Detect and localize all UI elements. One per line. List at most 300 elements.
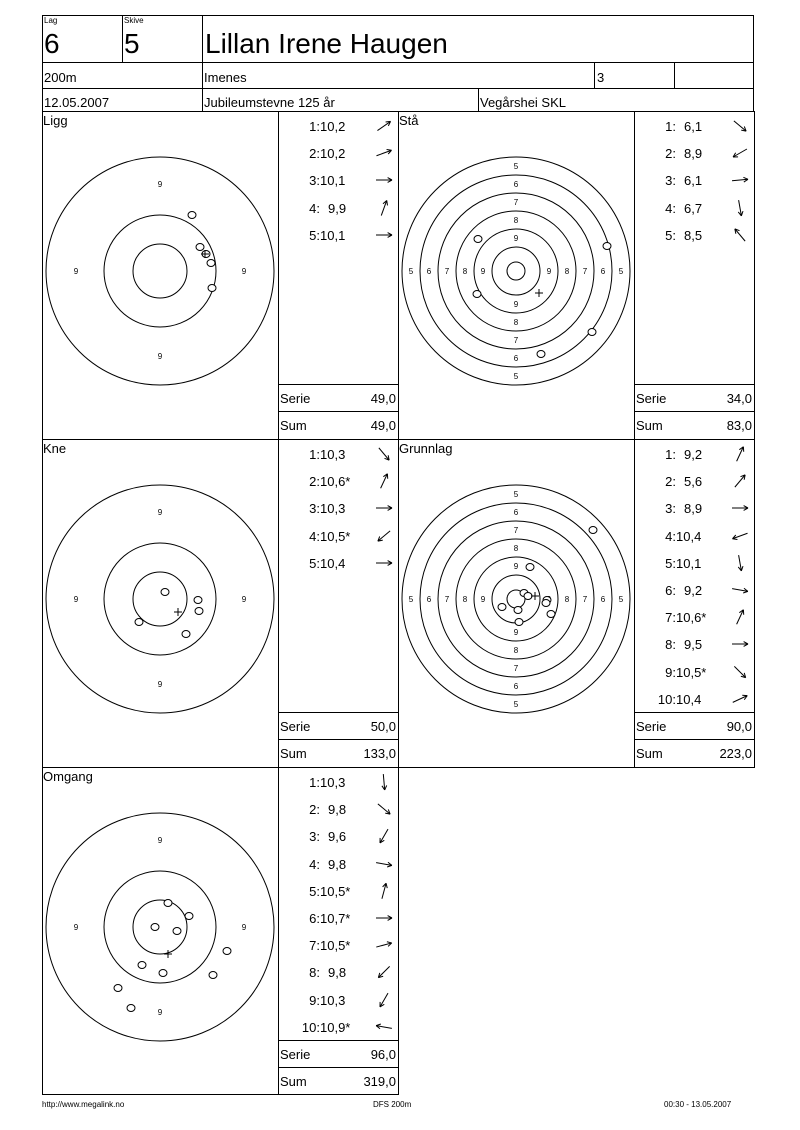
- shot-hole: [173, 928, 181, 935]
- divider: [278, 111, 279, 1095]
- target-ring: [492, 575, 540, 623]
- ring-label: 7: [444, 595, 450, 604]
- direction-arrow-icon: [373, 527, 395, 545]
- serie-value: 50,0: [370, 719, 396, 734]
- direction-arrow-icon: [373, 171, 395, 189]
- shot-number: 3:: [309, 173, 320, 189]
- target-ring: [133, 572, 187, 626]
- shot-hole: [196, 244, 204, 251]
- sum-value: 83,0: [726, 418, 752, 433]
- shot-row: [286, 965, 364, 980]
- shot-value: 6,7: [684, 200, 703, 216]
- ring-label: 8: [462, 595, 468, 604]
- direction-arrow-icon: [729, 144, 751, 162]
- target-ring: [402, 157, 630, 385]
- shot-row: [642, 447, 720, 462]
- shot-value: 10,4: [320, 555, 346, 571]
- direction-arrow-icon: [729, 527, 751, 545]
- shot-value: 10,5*: [676, 664, 707, 680]
- divider: [278, 384, 398, 385]
- shooter-name: Lillan Irene Haugen: [205, 28, 448, 59]
- shot-number: 4:: [665, 200, 676, 216]
- shot-value: 9,8: [328, 802, 347, 818]
- shot-row: [642, 637, 720, 652]
- ring-label: 9: [241, 595, 247, 604]
- shot-row: [286, 938, 356, 953]
- target-ring: [492, 247, 540, 295]
- shot-value: 9,5: [684, 637, 703, 653]
- sum-label: Sum: [280, 1074, 307, 1089]
- shot-row: [286, 884, 356, 899]
- shot-number: 4:: [309, 200, 320, 216]
- footer-timestamp: 00:30 - 13.05.2007: [664, 1100, 732, 1109]
- mean-point-cross: [174, 608, 182, 616]
- target-ring: [104, 215, 216, 327]
- shot-hole: [135, 619, 143, 626]
- shot-number: 1:: [665, 119, 676, 134]
- shot-hole: [537, 351, 545, 358]
- direction-arrow-icon: [373, 882, 395, 900]
- ring-label: 6: [513, 682, 519, 691]
- shot-hole: [474, 236, 482, 243]
- shot-number: 1:: [309, 447, 320, 462]
- ring-label: 8: [564, 267, 570, 276]
- shot-row: [286, 146, 356, 161]
- shot-number: 2:: [309, 474, 320, 490]
- divider: [634, 739, 754, 740]
- serie-value: 90,0: [726, 719, 752, 734]
- mean-point-cross: [531, 592, 539, 600]
- target-center: [507, 262, 525, 280]
- ring-label: 8: [513, 216, 519, 225]
- direction-arrow-icon: [729, 554, 751, 572]
- shot-value: 10,5*: [320, 883, 351, 899]
- target-diagram: [398, 439, 634, 765]
- shot-number: 2:: [665, 146, 676, 162]
- shot-hole: [138, 962, 146, 969]
- divider: [634, 712, 754, 713]
- shot-value: 10,6*: [676, 610, 707, 626]
- shot-row: [286, 173, 356, 188]
- target-ring: [402, 485, 630, 713]
- target-ring: [46, 485, 274, 713]
- direction-arrow-icon: [373, 827, 395, 845]
- target-ring: [133, 900, 187, 954]
- date: 12.05.2007: [44, 95, 110, 110]
- host-club: Vegårshei SKL: [480, 95, 567, 110]
- skive-value: 5: [124, 28, 140, 59]
- shot-row: [286, 119, 356, 134]
- serie-value: 34,0: [726, 391, 752, 406]
- serie-value: 49,0: [370, 391, 396, 406]
- ring-label: 7: [513, 336, 519, 345]
- ring-label: 9: [546, 267, 552, 276]
- shot-number: 2:: [309, 802, 320, 818]
- ring-label: 6: [513, 508, 519, 517]
- shot-row: [286, 556, 356, 571]
- direction-arrow-icon: [373, 144, 395, 162]
- shot-number: 5:: [309, 883, 320, 899]
- divider: [594, 62, 595, 88]
- ring-label: 9: [513, 562, 519, 571]
- divider: [398, 767, 755, 768]
- ring-label: 8: [513, 318, 519, 327]
- shot-value: 8,9: [684, 501, 703, 517]
- direction-arrow-icon: [373, 499, 395, 517]
- shot-row: [286, 802, 364, 817]
- sum-label: Sum: [280, 746, 307, 761]
- shot-row: [642, 583, 720, 598]
- divider: [634, 384, 754, 385]
- shot-number: 1:: [665, 447, 676, 462]
- sum-value: 49,0: [370, 418, 396, 433]
- ring-label: 6: [426, 267, 432, 276]
- sum-label: Sum: [636, 746, 663, 761]
- divider: [42, 62, 754, 63]
- shot-number: 3:: [665, 501, 676, 517]
- ring-label: 5: [513, 162, 519, 171]
- sum-label: Sum: [636, 418, 663, 433]
- shot-hole: [161, 589, 169, 596]
- shot-hole: [514, 607, 522, 614]
- shot-hole: [589, 527, 597, 534]
- shot-value: 10,2: [320, 119, 346, 134]
- lag-value: 6: [44, 28, 60, 59]
- target-ring: [46, 813, 274, 1041]
- divider: [674, 62, 675, 88]
- shot-value: 10,5*: [320, 938, 351, 954]
- shot-number: 4:: [309, 528, 320, 544]
- direction-arrow-icon: [373, 963, 395, 981]
- shot-hole: [209, 972, 217, 979]
- direction-arrow-icon: [729, 199, 751, 217]
- shot-value: 9,6: [328, 829, 347, 845]
- ring-label: 5: [618, 267, 624, 276]
- shot-value: 9,2: [684, 447, 703, 462]
- shot-number: 8:: [665, 637, 676, 653]
- shot-hole: [524, 593, 532, 600]
- shot-hole: [194, 597, 202, 604]
- direction-arrow-icon: [373, 909, 395, 927]
- ring-label: 5: [408, 595, 414, 604]
- direction-arrow-icon: [373, 936, 395, 954]
- shot-number: 3:: [309, 829, 320, 845]
- target-ring: [46, 157, 274, 385]
- shot-number: 5:: [309, 227, 320, 243]
- direction-arrow-icon: [729, 635, 751, 653]
- shot-hole: [207, 260, 215, 267]
- ring-label: 9: [157, 680, 163, 689]
- shot-number: 7:: [665, 610, 676, 626]
- divider: [122, 15, 123, 62]
- shot-hole: [188, 212, 196, 219]
- direction-arrow-icon: [729, 581, 751, 599]
- serie-label: Serie: [636, 391, 667, 406]
- ring-label: 8: [513, 544, 519, 553]
- shot-number: 5:: [665, 555, 676, 571]
- serie-label: Serie: [280, 719, 311, 734]
- shot-row: [286, 228, 356, 243]
- ring-label: 9: [241, 267, 247, 276]
- target-diagram: [42, 767, 278, 1093]
- shot-value: 9,2: [684, 583, 703, 598]
- shot-row: [642, 119, 720, 134]
- shot-hole: [542, 600, 550, 607]
- sum-label: Sum: [280, 418, 307, 433]
- ring-label: 9: [157, 1008, 163, 1017]
- shot-number: 9:: [665, 664, 676, 680]
- direction-arrow-icon: [729, 171, 751, 189]
- shot-hole: [515, 619, 523, 626]
- ring-label: 5: [513, 372, 519, 381]
- direction-arrow-icon: [729, 445, 751, 463]
- shot-value: 10,3: [320, 775, 346, 790]
- footer-url[interactable]: http://www.megalink.no: [42, 1100, 125, 1109]
- lag-label: Lag: [44, 16, 58, 25]
- shot-number: 3:: [665, 173, 676, 189]
- ring-label: 9: [241, 923, 247, 932]
- shot-hole: [526, 564, 534, 571]
- shot-number: 1:: [309, 775, 320, 790]
- ring-label: 9: [157, 352, 163, 361]
- direction-arrow-icon: [729, 663, 751, 681]
- shot-hole: [195, 608, 203, 615]
- ring-label: 9: [157, 180, 163, 189]
- target-ring: [104, 871, 216, 983]
- shot-row: [286, 857, 364, 872]
- ring-label: 7: [513, 526, 519, 535]
- shot-value: 10,5*: [320, 528, 351, 544]
- serie-label: Serie: [636, 719, 667, 734]
- sum-value: 319,0: [363, 1074, 396, 1089]
- shot-row: [642, 501, 720, 516]
- series-title: Kne: [43, 441, 67, 456]
- series-title: Stå: [399, 113, 419, 128]
- ring-label: 5: [408, 267, 414, 276]
- shot-row: [286, 1020, 356, 1035]
- series-title: Grunnlag: [399, 441, 453, 456]
- shot-value: 10,7*: [320, 911, 351, 926]
- shot-hole: [151, 924, 159, 931]
- shot-value: 6,1: [684, 119, 703, 134]
- divider: [202, 15, 203, 112]
- divider: [278, 712, 398, 713]
- shot-value: 8,5: [684, 227, 703, 243]
- ring-label: 6: [513, 180, 519, 189]
- ring-label: 9: [513, 234, 519, 243]
- shot-row: [642, 146, 720, 161]
- ring-label: 6: [600, 267, 606, 276]
- shot-number: 10:: [657, 691, 676, 707]
- shot-row: [286, 529, 356, 544]
- direction-arrow-icon: [729, 499, 751, 517]
- shot-row: [642, 201, 720, 216]
- shot-value: 10,3: [320, 992, 346, 1008]
- divider: [42, 1094, 399, 1095]
- shot-number: 4:: [309, 856, 320, 872]
- target-diagram: [42, 111, 278, 437]
- shot-value: 5,6: [684, 474, 703, 490]
- shot-hole: [473, 291, 481, 298]
- divider: [278, 1040, 398, 1041]
- shot-row: [642, 529, 712, 544]
- serie-value: 96,0: [370, 1047, 396, 1062]
- direction-arrow-icon: [373, 199, 395, 217]
- shot-row: [286, 474, 356, 489]
- divider: [278, 1067, 398, 1068]
- ring-label: 8: [462, 267, 468, 276]
- direction-arrow-icon: [373, 855, 395, 873]
- direction-arrow-icon: [373, 800, 395, 818]
- shot-row: [642, 610, 712, 625]
- ring-label: 6: [600, 595, 606, 604]
- ring-label: 5: [513, 700, 519, 709]
- ring-label: 8: [564, 595, 570, 604]
- divider: [478, 88, 479, 112]
- direction-arrow-icon: [373, 117, 395, 135]
- shot-value: 10,2: [320, 146, 346, 162]
- skive-label: Skive: [124, 16, 144, 25]
- shot-value: 10,1: [320, 173, 346, 189]
- divider: [278, 739, 398, 740]
- ring-label: 9: [480, 267, 486, 276]
- ring-label: 7: [513, 664, 519, 673]
- direction-arrow-icon: [373, 445, 395, 463]
- ring-label: 5: [618, 595, 624, 604]
- shot-row: [642, 665, 712, 680]
- ring-label: 7: [582, 267, 588, 276]
- shot-number: 2:: [309, 146, 320, 162]
- shot-value: 9,9: [328, 200, 347, 216]
- direction-arrow-icon: [373, 226, 395, 244]
- shot-hole: [223, 948, 231, 955]
- shot-number: 2:: [665, 474, 676, 490]
- shot-value: 9,8: [328, 965, 347, 981]
- shot-number: 5:: [665, 227, 676, 243]
- shot-row: [642, 228, 720, 243]
- direction-arrow-icon: [729, 117, 751, 135]
- shot-row: [286, 447, 356, 462]
- shot-row: [642, 173, 720, 188]
- ring-label: 9: [513, 300, 519, 309]
- ring-label: 7: [444, 267, 450, 276]
- sum-value: 223,0: [719, 746, 752, 761]
- shot-value: 10,1: [320, 227, 346, 243]
- direction-arrow-icon: [729, 608, 751, 626]
- shot-hole: [547, 611, 555, 618]
- ring-label: 6: [513, 354, 519, 363]
- shot-value: 10,4: [676, 528, 702, 544]
- shot-row: [286, 829, 364, 844]
- divider: [634, 411, 754, 412]
- shot-value: 10,3: [320, 501, 346, 517]
- ring-label: 9: [73, 595, 79, 604]
- ring-label: 7: [582, 595, 588, 604]
- ring-label: 9: [73, 923, 79, 932]
- shot-number: 1:: [309, 119, 320, 134]
- shot-value: 10,4: [676, 691, 702, 707]
- class: 3: [597, 70, 605, 85]
- shot-row: [286, 993, 356, 1008]
- shot-hole: [114, 985, 122, 992]
- distance: 200m: [44, 70, 77, 85]
- shot-value: 10,3: [320, 447, 346, 462]
- target-diagram: [42, 439, 278, 765]
- series-title: Omgang: [43, 769, 93, 784]
- direction-arrow-icon: [373, 773, 395, 791]
- ring-label: 9: [73, 267, 79, 276]
- ring-label: 6: [426, 595, 432, 604]
- shot-hole: [603, 243, 611, 250]
- shot-hole: [182, 631, 190, 638]
- shot-number: 6:: [309, 911, 320, 926]
- shot-hole: [588, 329, 596, 336]
- direction-arrow-icon: [373, 554, 395, 572]
- divider: [634, 111, 635, 768]
- sum-value: 133,0: [363, 746, 396, 761]
- shot-number: 10:: [301, 1019, 320, 1035]
- shot-hole: [208, 285, 216, 292]
- shot-value: 9,8: [328, 856, 347, 872]
- shot-row: [286, 201, 364, 216]
- shot-value: 10,1: [676, 555, 702, 571]
- shot-hole: [498, 604, 506, 611]
- direction-arrow-icon: [729, 226, 751, 244]
- direction-arrow-icon: [729, 690, 751, 708]
- ring-label: 5: [513, 490, 519, 499]
- direction-arrow-icon: [373, 991, 395, 1009]
- ring-label: 9: [480, 595, 486, 604]
- shot-hole: [164, 900, 172, 907]
- serie-label: Serie: [280, 1047, 311, 1062]
- shot-value: 10,9*: [320, 1019, 351, 1035]
- shot-number: 3:: [309, 501, 320, 517]
- shot-row: [286, 501, 356, 516]
- shot-number: 6:: [665, 583, 676, 598]
- direction-arrow-icon: [373, 472, 395, 490]
- event-name: Jubileumstevne 125 år: [204, 95, 335, 110]
- ring-label: 8: [513, 646, 519, 655]
- shot-row: [286, 911, 356, 926]
- divider: [42, 88, 754, 89]
- ring-label: 7: [513, 198, 519, 207]
- shot-row: [286, 775, 356, 790]
- shot-value: 10,6*: [320, 474, 351, 490]
- divider: [278, 411, 398, 412]
- shot-value: 6,1: [684, 173, 703, 189]
- shot-row: [642, 474, 720, 489]
- shot-number: 9:: [309, 992, 320, 1008]
- club: Imenes: [204, 70, 247, 85]
- footer-program: DFS 200m: [373, 1100, 412, 1109]
- direction-arrow-icon: [373, 1018, 395, 1036]
- target-diagram: [398, 111, 634, 437]
- ring-label: 9: [157, 836, 163, 845]
- shot-hole: [127, 1005, 135, 1012]
- shot-value: 8,9: [684, 146, 703, 162]
- shot-number: 5:: [309, 555, 320, 571]
- shot-hole: [185, 913, 193, 920]
- shot-number: 7:: [309, 938, 320, 954]
- shot-number: 4:: [665, 528, 676, 544]
- shot-row: [642, 692, 712, 707]
- shot-hole: [159, 970, 167, 977]
- target-ring: [133, 244, 187, 298]
- serie-label: Serie: [280, 391, 311, 406]
- shot-row: [642, 556, 712, 571]
- ring-label: 9: [157, 508, 163, 517]
- shot-number: 8:: [309, 965, 320, 981]
